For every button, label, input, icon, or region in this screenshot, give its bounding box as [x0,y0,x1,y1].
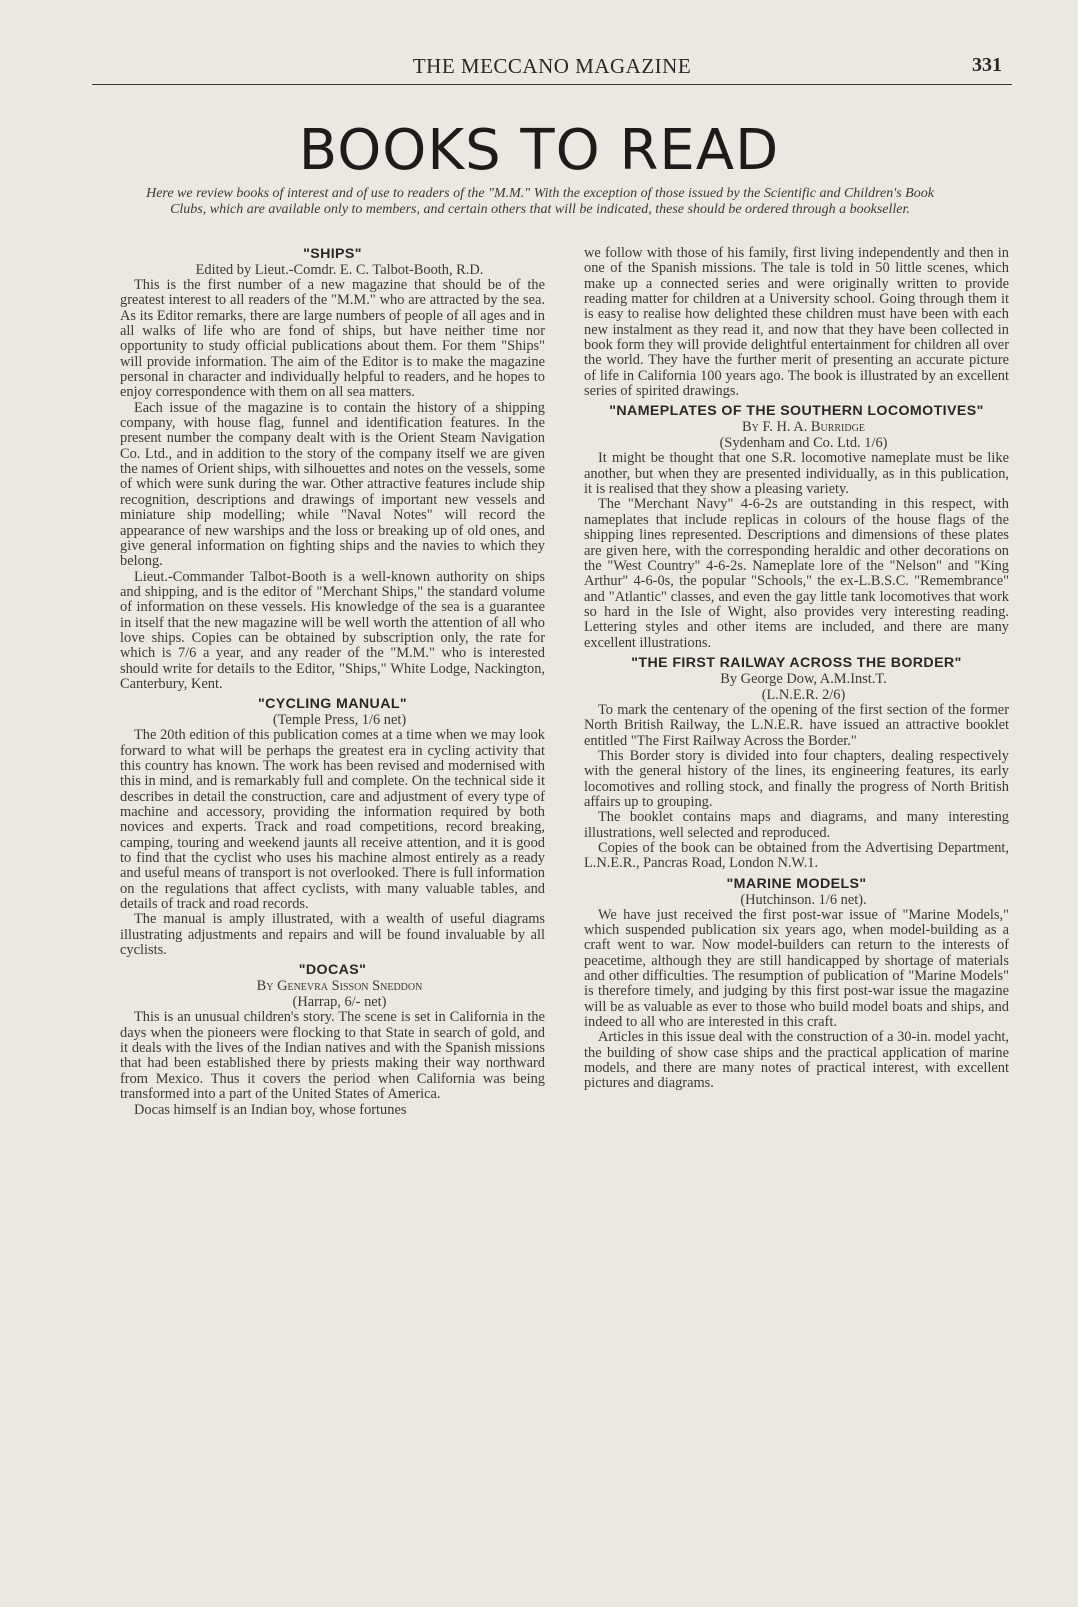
page-title: BOOKS TO READ [298,118,780,183]
review-heading-marine: "MARINE MODELS" [726,875,867,892]
review-heading-ships: "SHIPS" [303,246,362,262]
review-byline-docas: By Genevra Sisson Sneddon [256,978,423,995]
review-paragraph: Lieut.-Commander Talbot-Booth is a well-known authority on ships and shipping, and is the editor of "Merchant Ships," the standard volume of information on these vessels. His knowledge of the sea is a guarantee in itself that the new magazine will be well worth the attention of all who love ships. Copies can be obtained by subscription only, the rate for which is 7/6 a year, and any reader of the "M.M." who is interested should write for details to the Editor, "Ships," White Lodge, Nackington, Canterbury, Kent. [120,568,545,692]
review-paragraph: We have just received the first post-war issue of "Marine Models," which suspended publication six years ago, when model-building as a craft went to war. Now model-builders can return to the interests of peacetime, although they are still handicapped by shortage of materials and other difficulties. The resumption of publication of "Marine Models" is therefore timely, and judging by this first post-war issue the magazine will be as valuable as ever to those who build model boats and ships, and indeed to all who are interested in this craft. [584,906,1009,1031]
review-publisher-docas: (Harrap, 6/- net) [292,994,387,1011]
review-paragraph: It might be thought that one S.R. locomotive nameplate must be like another, but when they are presented individually, as in this publication, it is realised that they show a pleasing variety. [584,450,1009,498]
right-column [584,246,1009,1092]
intro-text: Here we review books of interest and of use to readers of the "M.M." With the exception of those issued by the Scientific and Children's Book Clubs, which are available only to members, and certain others that will be indicated, these should be ordered through a bookseller. [146,186,934,217]
review-paragraph: Each issue of the magazine is to contain the history of a shipping company, with house flag, funnel and identification features. In the present number the company dealt with is the Orient Steam Navigation Co. Ltd., and in addition to the story of the company itself we are given the names of Orient ships, with silhouettes and notes on the vessels, some of which were sunk during the war. Other attractive features include ship recognition, descriptions and drawings of important new vessels and miniature ship modelling; while "Naval Notes" will record the appearance of new warships and the loss or breaking up of old ones, and give general information on fighting ships and the navies to which they belong. [120,399,545,570]
review-heading-railway: "THE FIRST RAILWAY ACROSS THE BORDER" [631,654,962,671]
review-paragraph: This is the first number of a new magazine that should be of the greatest interest to all readers of the "M.M." who are attracted by the sea. As its Editor remarks, there are large numbers of people of all ages and in all walks of life who are fond of ships, but have neither time nor opportunity to study official publications about them. For them "Ships" will provide information. The aim of the Editor is to make the magazine personal in character and individually helpful to readers, and he hopes to enjoy correspondence with them on all sea matters. [120,277,545,401]
review-paragraph: This Border story is divided into four chapters, dealing respectively with the general history of the lines, its engineering features, its early locomotives and rolling stock, and finally the progress of North British affairs up to grouping. [584,747,1009,810]
review-publisher-railway: (L.N.E.R. 2/6) [761,686,846,703]
review-heading-cycling: "CYCLING MANUAL" [257,696,408,713]
review-publisher-cycling: (Temple Press, 1/6 net) [272,712,407,729]
review-publisher-marine: (Hutchinson. 1/6 net). [740,891,867,908]
review-paragraph: Docas himself is an Indian boy, whose fortunes [134,1101,407,1118]
review-paragraph: The booklet contains maps and diagrams, and many interesting illustrations, well selected and reproduced. [584,809,1009,841]
review-paragraph: Articles in this issue deal with the construction of a 30-in. model yacht, the building of show case ships and the practical application of marine models, and there are many notes of practical interest, with excellent pictures and diagrams. [584,1029,1009,1092]
review-paragraph: To mark the centenary of the opening of the first section of the former North British Railway, the L.N.E.R. have issued an attractive booklet entitled "The First Railway Across the Border." [584,701,1009,749]
review-paragraph: The manual is amply illustrated, with a wealth of useful diagrams illustrating adjustments and repairs and will be found invaluable by all cyclists. [120,911,545,959]
page-header [92,54,1012,85]
left-column [120,246,545,1118]
review-paragraph: The "Merchant Navy" 4-6-2s are outstanding in this respect, with nameplates that include replicas in colours of the house flags of the shipping lines represented. Descriptions and dimensions of these plates are given here, with the corresponding heraldic and other decorations on the "West Country" 4-6-2s. Nameplate lore of the "Nelson" and "King Arthur" 4-6-0s, the popular "Schools," the ex-L.B.S.C. "Remembrance" and "Atlantic" classes, and even the gay little tank locomotives that work so hard in the Isle of Wight, also provides very interesting reading. Lettering styles and other items are included, and there are many excellent illustrations. [584,496,1009,651]
review-byline-railway: By George Dow, A.M.Inst.T. [720,670,887,687]
review-paragraph: This is an unusual children's story. The scene is set in California in the days when the pioneers were flocking to that State in search of gold, and it deals with the lives of the Indian natives and with the Spanish missions that had been established there by priests making their way northward from Mexico. Thus it covers the period when California was being transformed into a part of the United States of America. [120,1009,545,1103]
review-heading-docas: "DOCAS" [298,962,367,979]
review-paragraph-continued: we follow with those of his family, first living independently and then in one of the Spanish missions. The tale is told in 50 little scenes, which make up a connected series and were originally written to provide reading matter for children at a University school. Going through them it is easy to realise how delighted these children must have been with each new instalment as they read it, and now that they have been collected in book form they will provide delightful entertainment for children all over the world. They have the further merit of presenting an accurate picture of life in California 100 years ago. The book is illustrated by an excellent series of spirited drawings. [584,245,1009,400]
magazine-name: THE MECCANO MAGAZINE [412,54,692,78]
review-paragraph: The 20th edition of this publication comes at a time when we may look forward to what will be perhaps the greatest era in cycling activity that this country has known. The work has been revised and modernised with this in mind, and is remarkably full and complete. On the technical side it describes in detail the construction, care and adjustment of every type of machine and accessory, providing the information required by both novices and experts. Track and road competitions, record breaking, camping, touring and weekend jaunts all receive attention, and it is good to find that the cyclist who uses his machine almost entirely as a ready and useful means of transport is not overlooked. There is full information on the regulations that affect cyclists, with many valuable tables, and details of track and road records. [120,727,545,913]
review-byline-ships: Edited by Lieut.-Comdr. E. C. Talbot-Booth, R.D. [195,262,484,278]
review-byline-nameplates: By F. H. A. Burridge [742,419,865,436]
review-publisher-nameplates: (Sydenham and Co. Ltd. 1/6) [719,435,888,452]
review-paragraph: Copies of the book can be obtained from the Advertising Department, L.N.E.R., Pancras Road, London N.W.1. [584,840,1009,872]
page-number: 331 [972,54,1002,76]
review-heading-nameplates: "NAMEPLATES OF THE SOUTHERN LOCOMOTIVES" [609,403,984,420]
